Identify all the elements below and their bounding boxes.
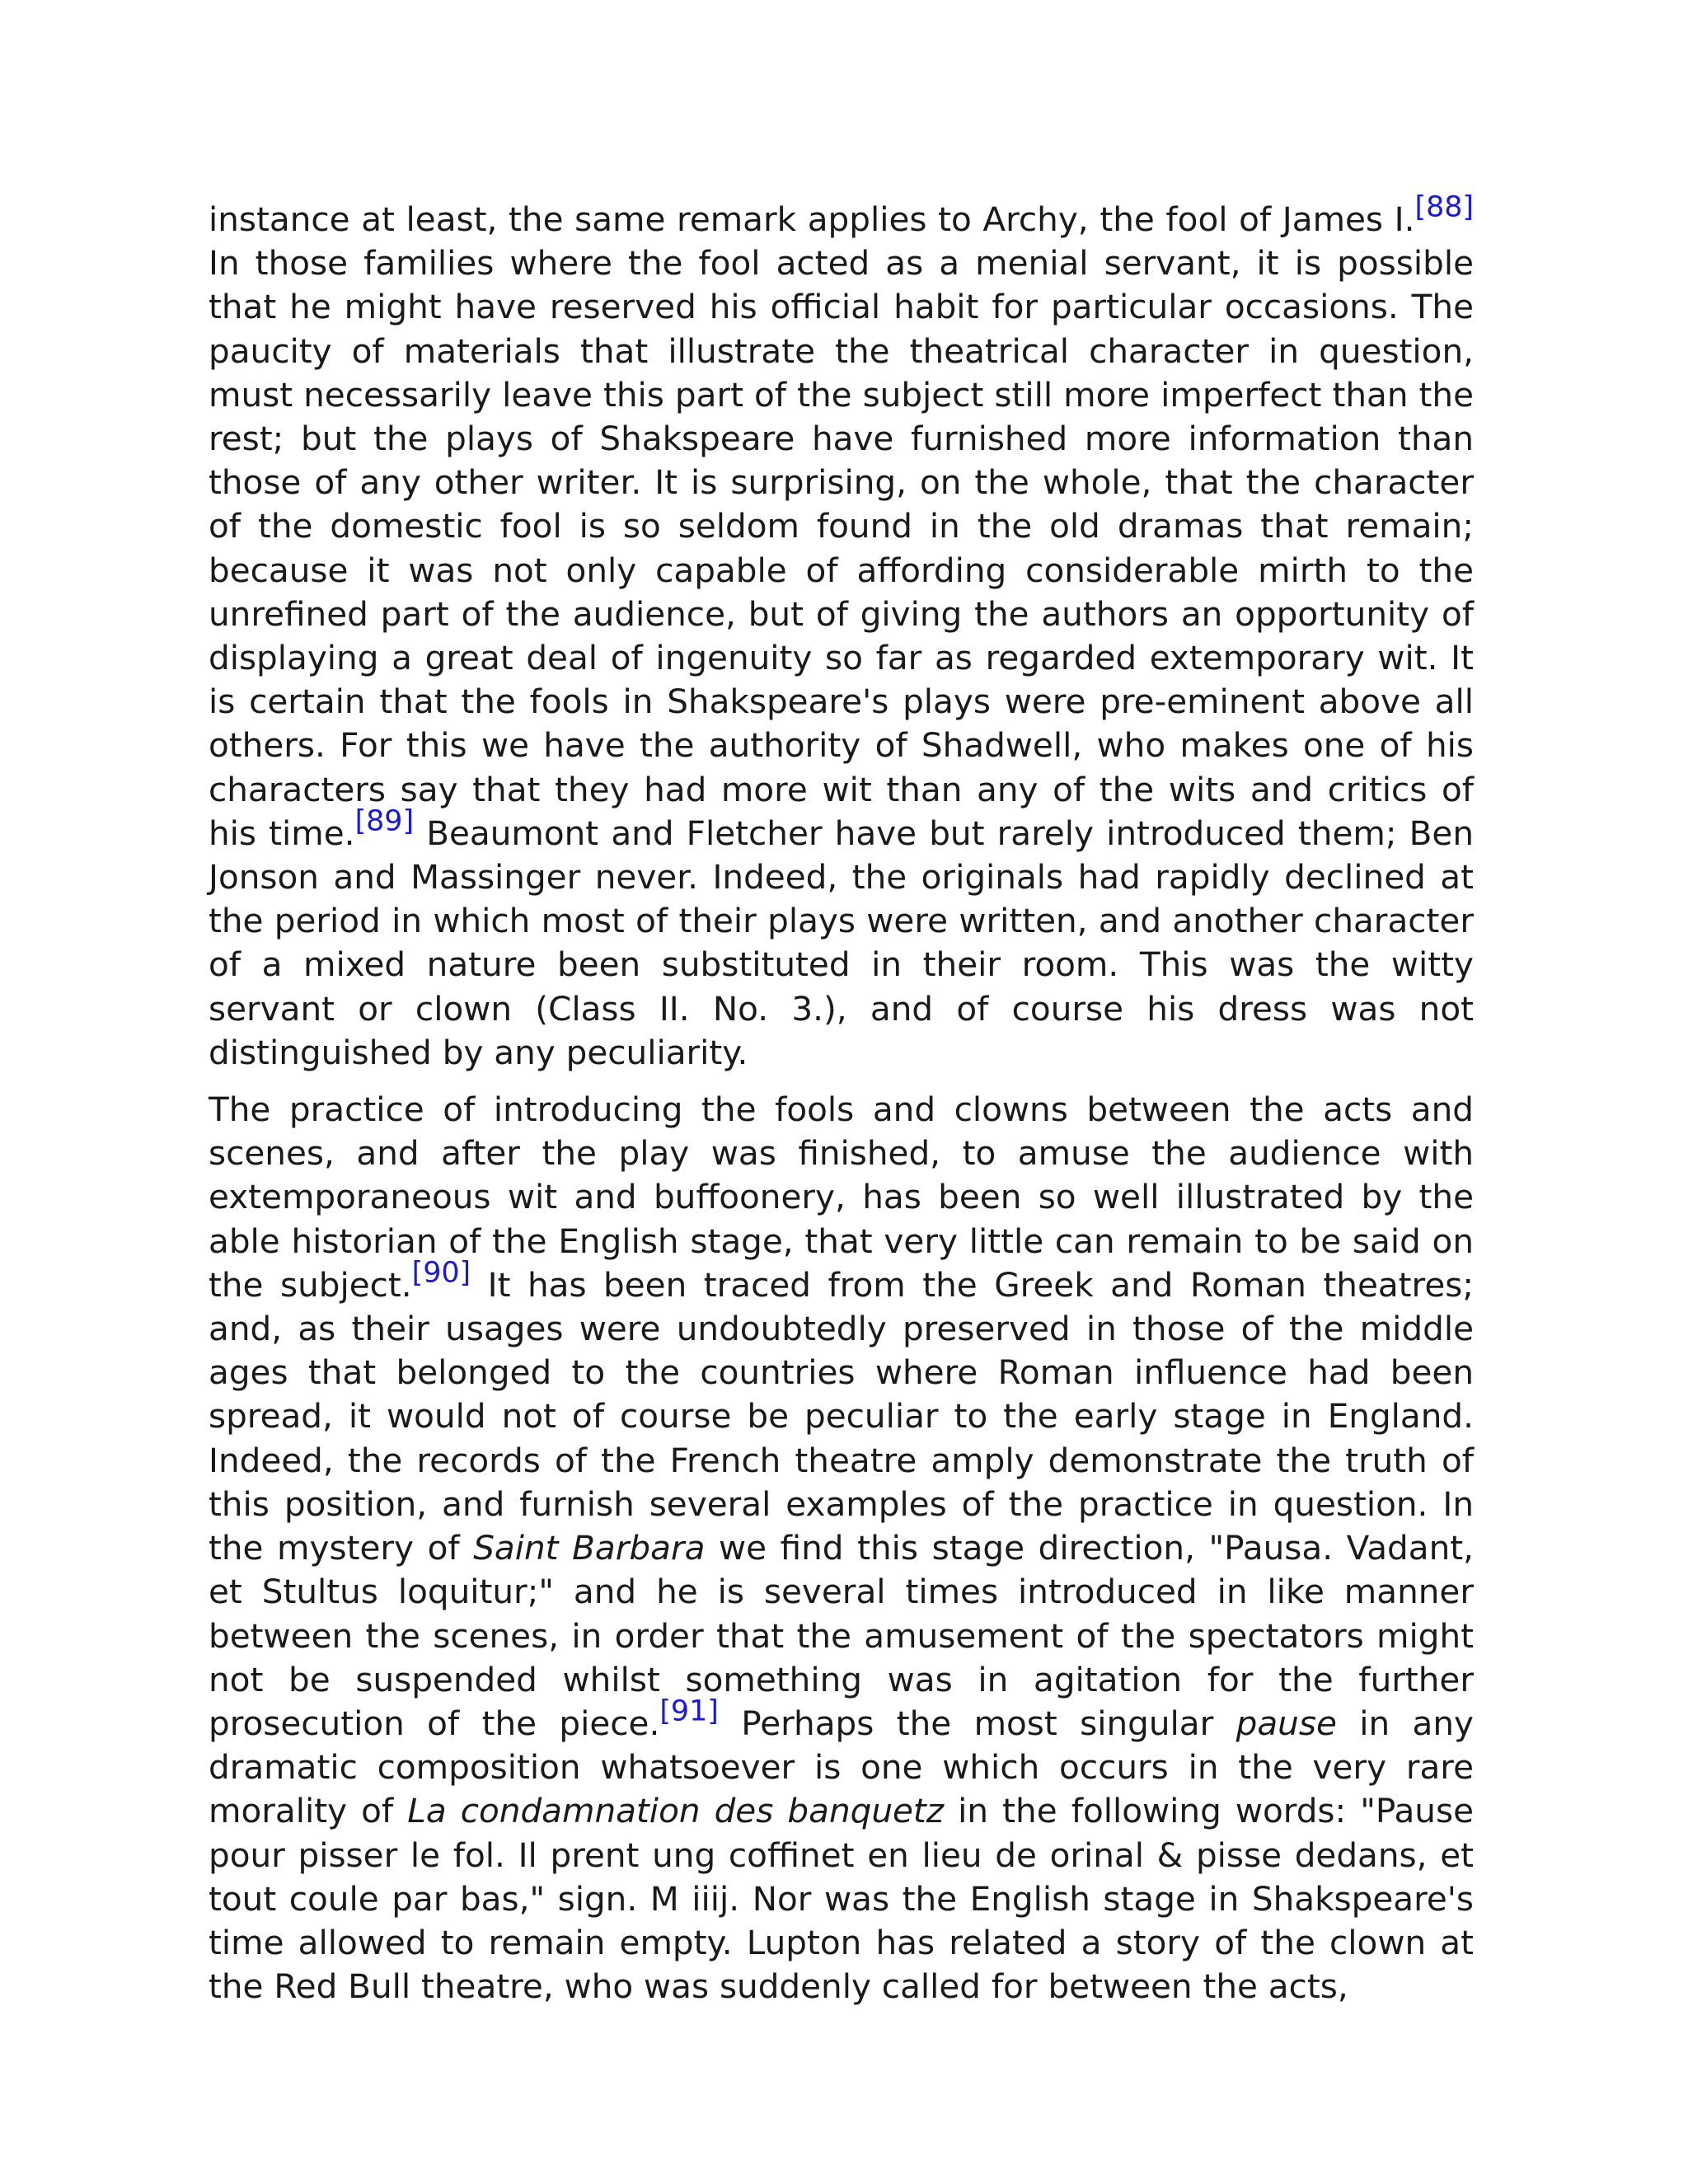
paragraph-text: in the following words: "Pause pour pisser le fol. Il prent ung coffinet en lieu de orinal & pisse dedans, et tout coule par bas," sign. M iiij. Nor was the English stage in Shakspeare's time allowed to remain empty. Lupton has related a story of the clown at the Red Bull theatre, who was suddenly called for between the acts, bbox=[209, 1791, 1474, 2007]
paragraph bbox=[209, 1088, 1474, 2008]
paragraph-text: Perhaps the most singular bbox=[718, 1703, 1236, 1743]
italic-word-pause: pause bbox=[1236, 1703, 1337, 1743]
paragraph-text: in any dramatic composition whatsoever is one which occurs in the very rare morality of bbox=[209, 1703, 1475, 1831]
paragraph-text: It has been traced from the Greek and Roman theatres; and, as their usages were undoubtedly preserved in those of the middle ages that belonged to the countries where Roman influence had been spread, it would not of course be peculiar to the early stage in England. Indeed, the records of the French theatre amply demonstrate the truth of this position, and furnish several examples of the practice in question. In the mystery of bbox=[209, 1264, 1474, 1568]
paragraph-text: we find this stage direction, "Pausa. Vadant, et Stultus loquitur;" and he is several times introduced in like manner between the scenes, in order that the amusement of the spectators might not be suspended whilst something was in agitation for the further prosecution of the piece. bbox=[209, 1528, 1474, 1743]
paragraph bbox=[209, 190, 1474, 1075]
italic-title-saint-barbara: Saint Barbara bbox=[473, 1528, 706, 1568]
paragraph-text: The practice of introducing the fools and clowns between the acts and scenes, and after the play was finished, to amuse the audience with extemporaneous wit and buffoonery, has been so well illustrated by the able historian of the English stage, that very little can remain to be said on the subject. bbox=[209, 1090, 1474, 1305]
paragraph-text: In those families where the fool acted as a menial servant, it is possible that he might have reserved his official habit for particular occasions. The paucity of materials that illustrate the theatrical character in question, must necessarily leave this part of the subject still more imperfect than the rest; but the plays of Shakspeare have furnished more information than those of any other writer. It is surprising, on the whole, that the character of the domestic fool is so seldom found in the old dramas that remain; because it was not only capable of affording considerable mirth to the unrefined part of the audience, but of giving the authors an opportunity of displaying a great deal of ingenuity so far as regarded extemporary wit. It is certain that the fools in Shakspeare's plays were pre-eminent above all others. For this we have the authority of Shadwell, who makes one of his characters say that they had more wit than any of the wits and critics of his time. bbox=[209, 243, 1474, 853]
footnote-link-89[interactable]: [89] bbox=[354, 804, 415, 838]
italic-title-la-condamnation: La condamnation des banquetz bbox=[407, 1791, 945, 1831]
paragraph-text: Beaumont and Fletcher have but rarely introduced them; Ben Jonson and Massinger never. Indeed, the originals had rapidly declined at the period in which most of their plays were written, and another character of a mixed nature been substituted in their room. This was the witty servant or clown (Class II. No. 3.), and of course his dress was not distinguished by any peculiarity. bbox=[209, 813, 1474, 1072]
footnote-link-88[interactable]: [88] bbox=[1414, 190, 1474, 224]
document-page bbox=[209, 190, 1475, 2022]
footnote-link-90[interactable]: [90] bbox=[411, 1256, 471, 1290]
footnote-link-91[interactable]: [91] bbox=[659, 1694, 719, 1728]
paragraph-text: instance at least, the same remark applies to Archy, the fool of James I. bbox=[209, 199, 1415, 239]
